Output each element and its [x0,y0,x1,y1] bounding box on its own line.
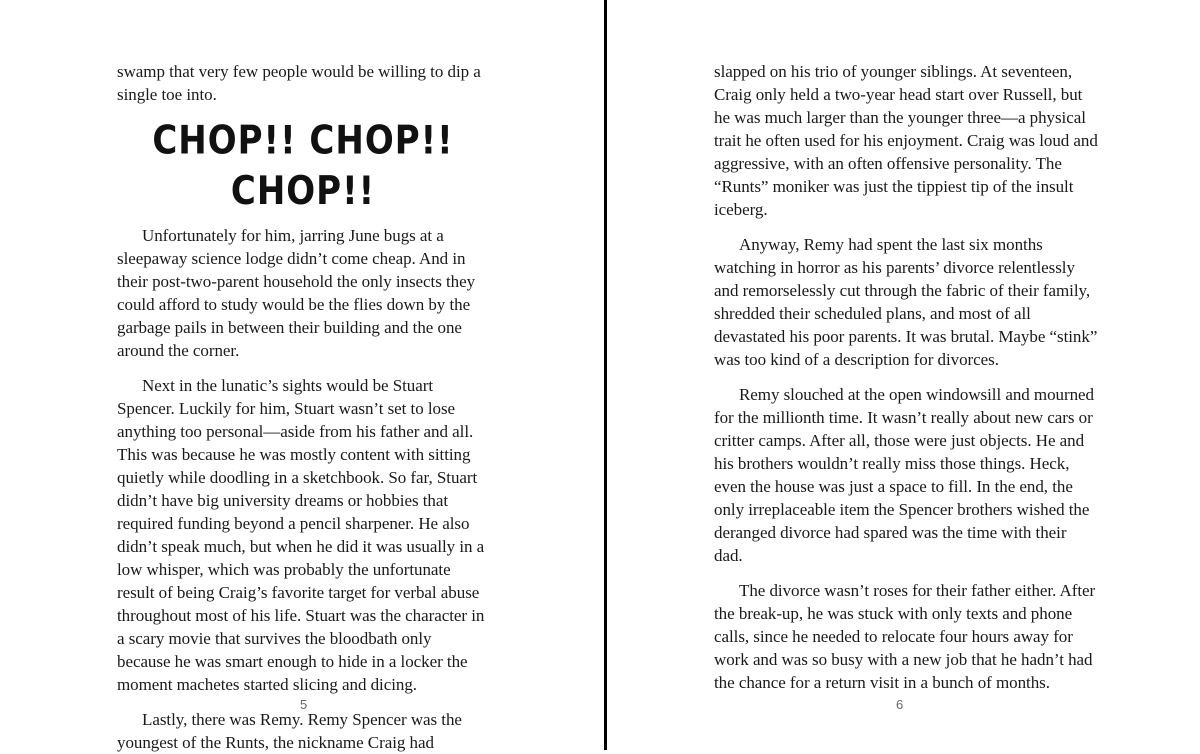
paragraph: Remy slouched at the open windowsill and mourned for the millionth time. It wasn’t really about new cars or critter camps. After all, those were just objects. He and his brothers wouldn’t really miss those things. Heck, even the house was just a space to fill. In the end, the only irreplaceable item the Spencer brothers wished the deranged divorce had spared was the time with their dad. [714,385,1095,565]
page-number-left: 5 [300,697,308,712]
paragraph: Unfortunately for him, jarring June bugs at a sleepaway science lodge didn’t come cheap. And in their post-two-parent household the only insects they could afford to study would be the flies down by the garbage pails in between their building and the one around the corner. [117,226,476,360]
paragraph: Lastly, there was Remy. Remy Spencer was the youngest of the Runts, the nickname Craig had [117,710,462,752]
left-page-text [117,60,489,754]
paragraph: The divorce wasn’t roses for their father either. After the break-up, he was stuck with only texts and phone calls, since he needed to relocate four hours away for work and was so busy with a new job that he hadn’t had the chance for a return visit in a bunch of months. [714,581,1096,692]
continued-paragraph: swamp that very few people would be willing to dip a single toe into. [117,62,481,104]
page-number-right: 6 [896,697,904,712]
paragraph: Anyway, Remy had spent the last six months watching in horror as his parents’ divorce relentlessly and remorselessly cut through the fabric of their family, shredded their scheduled plans, and most of all devastated his poor parents. It was brutal. Maybe “stink” was too kind of a description for divorces. [714,235,1098,369]
right-page-text [714,60,1098,694]
paragraph: Next in the lunatic’s sights would be Stuart Spencer. Luckily for him, Stuart wasn’t set to lose anything too personal—aside from his father and all. This was because he was mostly content with sitting quietly while doodling in a sketchbook. So far, Stuart didn’t have big university dreams or hobbies that required funding beyond a pencil sharpener. He also didn’t speak much, but when he did it was usually in a low whisper, which was probably the unfortunate result of being Craig’s favorite target for verbal abuse throughout most of his life. Stuart was the character in a scary movie that survives the bloodbath only because he was smart enough to hide in a locker the moment machetes started slicing and dicing. [117,376,485,694]
right-page [606,0,1200,750]
continued-paragraph: slapped on his trio of younger siblings. At seventeen, Craig only held a two-year head start over Russell, but he was much larger than the younger three—a physical trait he often used for his enjoyment. Craig was loud and aggressive, with an often offensive personality. The “Runts” moniker was just the tippiest tip of the insult iceberg. [714,62,1098,219]
section-heading: CHOP!! CHOP!! CHOP!! [152,117,454,215]
